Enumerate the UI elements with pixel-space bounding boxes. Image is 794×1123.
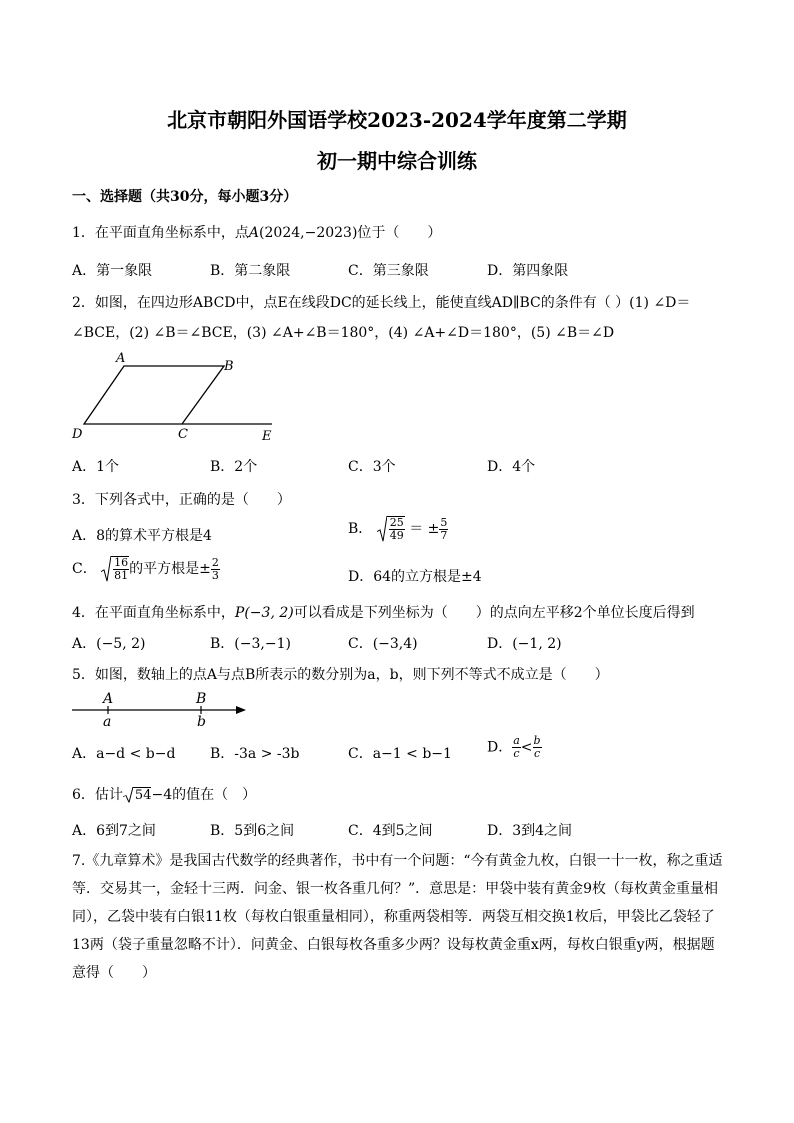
- label-e: E: [262, 429, 272, 444]
- question-2-line-2: ∠BCE，(2) ∠B＝∠BCE，(3) ∠A+∠B＝180°，(4) ∠A+∠D＝180°，(5) ∠B＝∠D: [72, 325, 615, 341]
- label-b: B: [224, 359, 234, 374]
- question-7: 7.《九章算术》是我国古代数学的经典著作，书中有一个问题：“今有黄金九枚，白银一十一枚，称之重适等．交易其一，金轻十三两．问金、银一枚各重几何？”．意思是：甲袋中装有黄金9枚（每枚黄金重量相同），乙袋中装有白银11枚（每枚白银重量相同），称重两袋相等．两袋互相交换1枚后，甲袋比乙袋轻了13两（袋子重量忽略不计）．问黄金、白银每枚各重多少两？设每枚黄金重x两，每枚白银重y两，根据题意得（ ）: [72, 853, 723, 981]
- q4-option-b: B．(−3,−1): [210, 636, 291, 652]
- q2-option-c: C．3个: [348, 459, 396, 475]
- q5-option-a: A．a−d < b−d: [72, 746, 176, 762]
- label-point-a: A: [103, 691, 114, 707]
- q3-option-c: C． $\frac{16}{81}$ 的平方根是± $\frac{2}{3}$: [72, 555, 219, 582]
- q2-option-b: B．2个: [210, 459, 258, 475]
- q4-option-d: D．(−1, 2): [487, 636, 562, 652]
- sqrt-sign: $\frac{25}{49}$: [377, 516, 405, 542]
- q2-option-d: D．4个: [487, 459, 536, 475]
- question-6: 6．估计 54−4的值在（ ）: [72, 787, 257, 803]
- radical-icon: [123, 787, 133, 803]
- question-5: 5．如图，数轴上的点A与点B所表示的数分别为a，b，则下列不等式不成立是（ ）: [72, 667, 609, 683]
- exam-title: 北京市朝阳外国语学校2023-2024学年度第二学期: [167, 108, 627, 132]
- sqrt-sign: 54: [123, 787, 152, 803]
- quadrilateral-figure: [68, 348, 278, 444]
- arrow-right-icon: [236, 706, 246, 714]
- q6-option-a: A．6到7之间: [72, 823, 156, 839]
- label-c: C: [178, 427, 188, 442]
- q3-option-d: D．64的立方根是±4: [348, 569, 482, 585]
- question-4: 4．在平面直角坐标系中，P(−3, 2)可以看成是下列坐标为（ ）的点向左平移2个单位长度后得到: [72, 605, 695, 621]
- question-3: 3．下列各式中，正确的是（ ）: [72, 492, 291, 508]
- q5-option-c: C．a−1 < b−1: [348, 746, 452, 762]
- question-2-line-1: 2．如图，在四边形ABCD中，点E在线段DC的延长线上，能使直线AD∥BC的条件有（ ）(1) ∠D＝: [72, 295, 691, 311]
- q6-option-b: B．5到6之间: [210, 823, 295, 839]
- section-heading: 一、选择题（共30分，每小题3分）: [72, 189, 298, 205]
- q6-option-d: D．3到4之间: [487, 823, 573, 839]
- q4-option-c: C．(−3,4): [348, 636, 418, 652]
- quadrilateral-abcd: [84, 366, 224, 424]
- q1-option-a: A．第一象限: [72, 263, 153, 279]
- label-value-a: a: [103, 714, 112, 730]
- label-d: D: [72, 427, 83, 442]
- radical-icon: [377, 516, 387, 542]
- radical-icon: [101, 556, 111, 582]
- q1-option-d: D．第四象限: [487, 263, 569, 279]
- q6-option-c: C．4到5之间: [348, 823, 433, 839]
- q3-option-a: A．8的算术平方根是4: [72, 528, 212, 544]
- number-line-figure: [68, 688, 252, 730]
- question-1: 1．在平面直角坐标系中，点A(2024,−2023)位于（ ）: [72, 225, 442, 241]
- q5-option-d: D． $\frac{a}{c}$ < $\frac{b}{c}$: [487, 734, 541, 760]
- q1-option-c: C．第三象限: [348, 263, 429, 279]
- label-point-b: B: [196, 691, 207, 707]
- label-value-b: b: [197, 714, 206, 730]
- label-a: A: [116, 351, 126, 366]
- exam-subtitle: 初一期中综合训练: [317, 149, 477, 173]
- q5-option-b: B．-3a > -3b: [210, 746, 300, 762]
- q2-option-a: A．1个: [72, 459, 120, 475]
- q4-option-a: A．(−5, 2): [72, 636, 146, 652]
- q1-option-b: B．第二象限: [210, 263, 291, 279]
- q3-option-b: B． $\frac{25}{49}$ ＝ ± $\frac{5}{7}$: [348, 515, 448, 542]
- sqrt-sign: $\frac{16}{81}$: [101, 556, 129, 582]
